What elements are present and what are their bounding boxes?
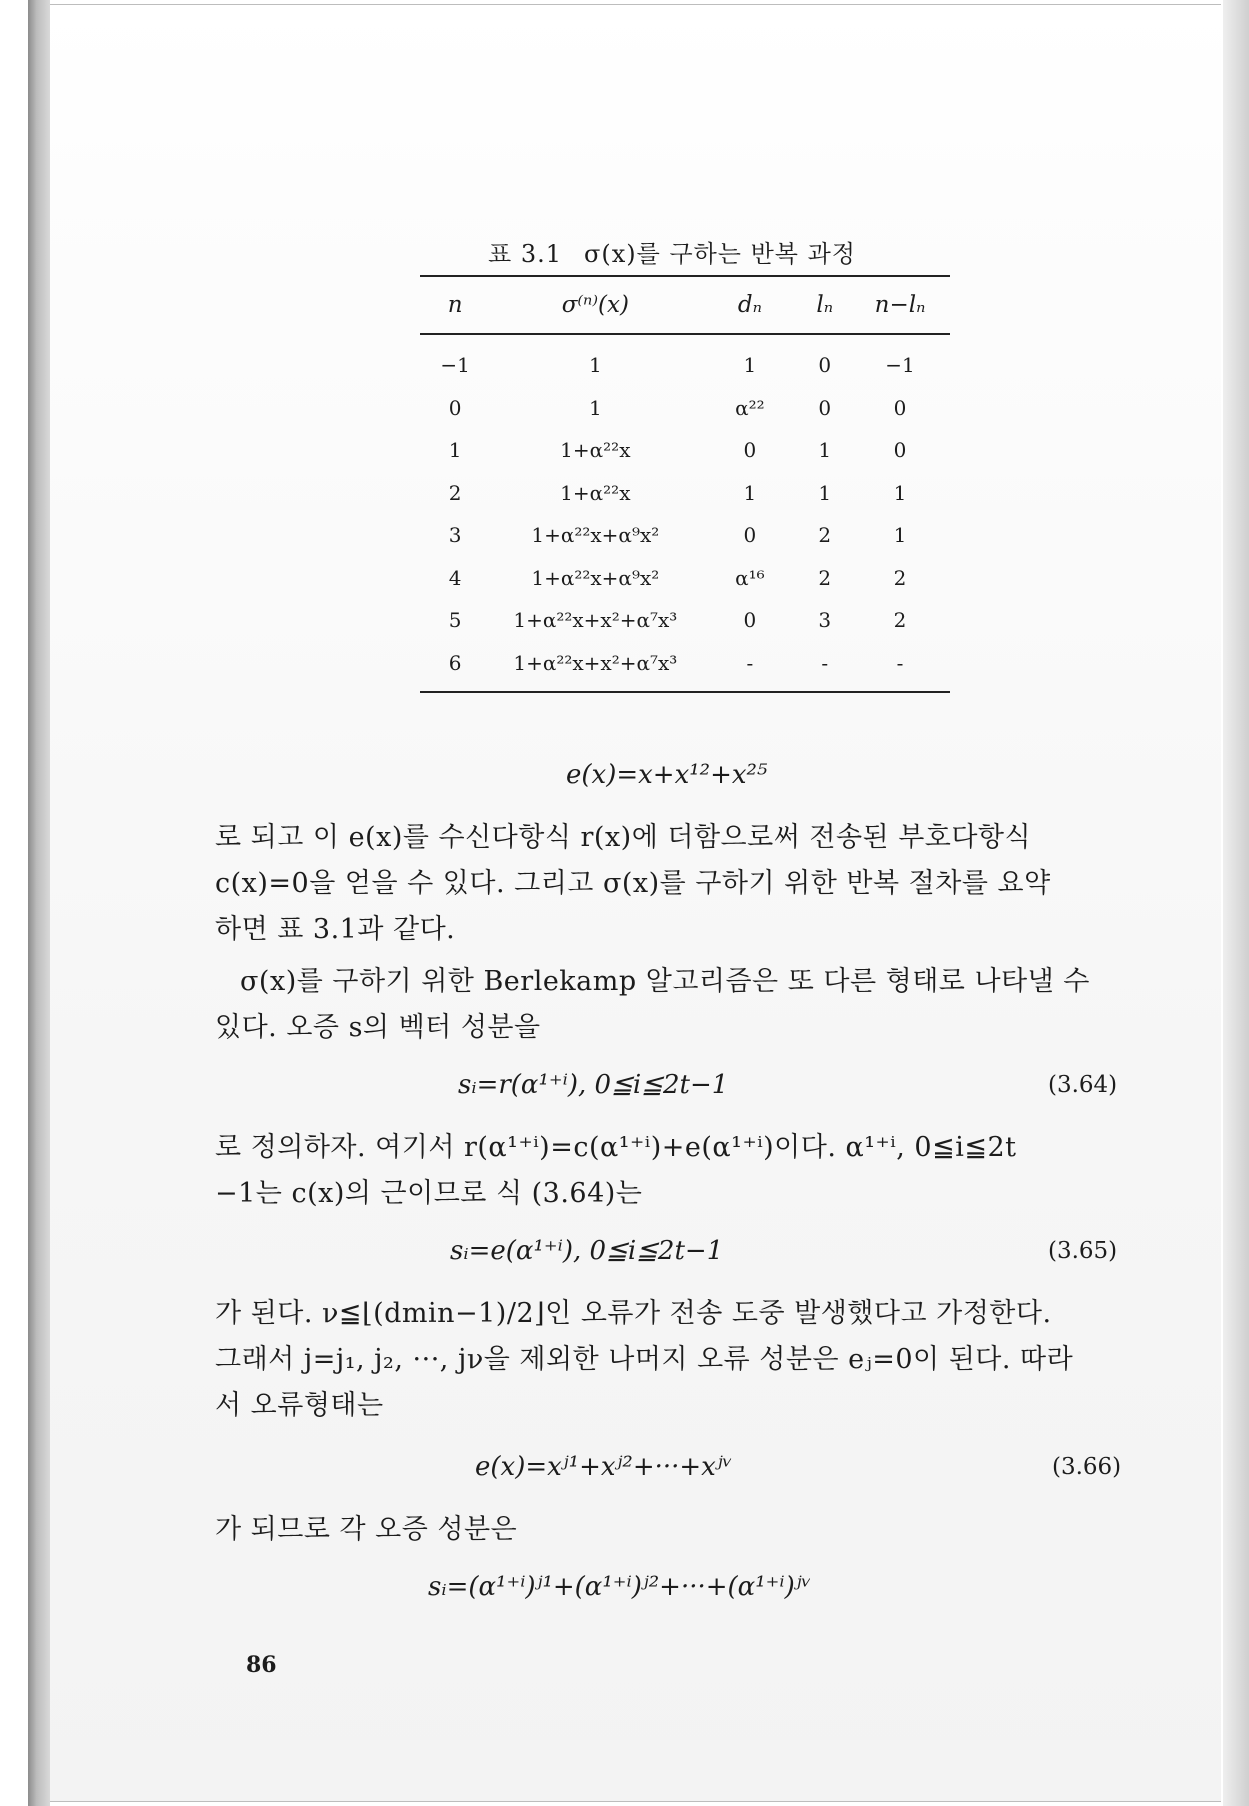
- cell-dn: α²²: [735, 395, 765, 420]
- cell-dn: 1: [743, 353, 757, 378]
- cell-dn: 0: [743, 523, 757, 548]
- cell-n-minus-ln: 0: [893, 395, 907, 420]
- cell-ln: 2: [818, 523, 832, 548]
- table-row: [420, 387, 950, 430]
- cell-n: 3: [448, 523, 462, 548]
- cell-dn: α¹⁶: [735, 565, 765, 590]
- paragraph-line: 로 정의하자. 여기서 r(α¹⁺ⁱ)=c(α¹⁺ⁱ)+e(α¹⁺ⁱ)이다. α¹⁺ⁱ, 0≦i≦2t: [215, 1132, 1017, 1163]
- equation-syndrome-components: sᵢ=(α¹⁺ⁱ)ʲ¹+(α¹⁺ⁱ)ʲ²+···+(α¹⁺ⁱ)ʲᵛ: [428, 1572, 812, 1602]
- equation-3-65: sᵢ=e(α¹⁺ⁱ), 0≦i≦2t−1: [450, 1236, 724, 1266]
- paragraph-line: −1는 c(x)의 근이므로 식 (3.64)는: [215, 1178, 643, 1209]
- cell-n: 6: [448, 650, 462, 675]
- equation-error-pattern: e(x)=x+x¹²+x²⁵: [566, 760, 768, 790]
- cell-dn: 1: [743, 480, 757, 505]
- table-row: [420, 429, 950, 472]
- cell-n: 1: [448, 438, 462, 463]
- equation-number: (3.64): [1048, 1072, 1118, 1098]
- page-number: 86: [246, 1652, 277, 1678]
- cell-sigma: 1+α²²x+α⁹x²: [531, 523, 660, 548]
- cell-sigma: 1: [588, 395, 602, 420]
- header-ln: lₙ: [816, 292, 834, 318]
- cell-dn: 0: [743, 608, 757, 633]
- cell-n-minus-ln: 1: [893, 523, 907, 548]
- cell-ln: 0: [818, 395, 832, 420]
- table-caption-number: 표 3.1: [488, 240, 562, 268]
- cell-n-minus-ln: −1: [885, 353, 915, 378]
- cell-n: 4: [448, 565, 462, 590]
- table-header-row: [420, 276, 950, 334]
- cell-dn: 0: [743, 438, 757, 463]
- header-dn: dₙ: [737, 292, 762, 318]
- equation-number: (3.65): [1048, 1238, 1118, 1264]
- cell-n-minus-ln: 1: [893, 480, 907, 505]
- cell-sigma: 1+α²²x+α⁹x²: [531, 565, 660, 590]
- table-row: [420, 472, 950, 515]
- cell-ln: 0: [818, 353, 832, 378]
- cell-n-minus-ln: 0: [893, 438, 907, 463]
- paragraph-line: 있다. 오증 s의 벡터 성분을: [215, 1012, 541, 1043]
- cell-ln: 2: [818, 565, 832, 590]
- cell-n-minus-ln: 2: [893, 565, 907, 590]
- cell-n: 0: [448, 395, 462, 420]
- cell-n: 5: [448, 608, 462, 633]
- paragraph-line: 하면 표 3.1과 같다.: [215, 914, 456, 945]
- cell-sigma: 1: [588, 353, 602, 378]
- table-row: [420, 557, 950, 600]
- cell-sigma: 1+α²²x+x²+α⁷x³: [513, 608, 678, 633]
- paragraph-line: 서 오류형태는: [215, 1390, 384, 1421]
- equation-3-66: e(x)=xʲ¹+xʲ²+···+xʲᵛ: [475, 1452, 733, 1482]
- cell-n: −1: [440, 353, 470, 378]
- cell-ln: 1: [818, 480, 832, 505]
- page-stack-edge: [1223, 0, 1249, 1806]
- paragraph-line: 로 되고 이 e(x)를 수신다항식 r(x)에 더함으로써 전송된 부호다항식: [215, 822, 1032, 853]
- cell-ln: 1: [818, 438, 832, 463]
- table-row: [420, 514, 950, 557]
- cell-sigma: 1+α²²x: [560, 438, 631, 463]
- paragraph-line: σ(x)를 구하기 위한 Berlekamp 알고리즘은 또 다른 형태로 나타낼 수: [240, 966, 1090, 997]
- cell-ln: 3: [818, 608, 832, 633]
- cell-ln: -: [821, 650, 829, 675]
- cell-dn: -: [746, 650, 754, 675]
- cell-sigma: 1+α²²x+x²+α⁷x³: [513, 650, 678, 675]
- paragraph-line: 가 되므로 각 오증 성분은: [215, 1514, 518, 1545]
- table-caption: [488, 234, 856, 269]
- iteration-table: [420, 275, 950, 693]
- book-spine-edge: [28, 0, 50, 1806]
- table-row: [420, 599, 950, 642]
- table-row: [420, 334, 950, 387]
- paragraph-line: c(x)=0을 얻을 수 있다. 그리고 σ(x)를 구하기 위한 반복 절차를 요약: [215, 868, 1051, 899]
- paragraph-line: 그래서 j=j₁, j₂, ···, jν을 제외한 나머지 오류 성분은 eⱼ=0이 된다. 따라: [215, 1344, 1074, 1375]
- cell-n: 2: [448, 480, 462, 505]
- header-n: n: [447, 292, 463, 318]
- cell-sigma: 1+α²²x: [560, 480, 631, 505]
- equation-number: (3.66): [1052, 1454, 1122, 1480]
- header-sigma: σ⁽ⁿ⁾(x): [561, 292, 629, 318]
- table-caption-text: σ(x)를 구하는 반복 과정: [583, 240, 856, 268]
- header-n-minus-ln: n−lₙ: [874, 292, 926, 318]
- equation-3-64: sᵢ=r(α¹⁺ⁱ), 0≦i≦2t−1: [458, 1070, 729, 1100]
- table-row: [420, 642, 950, 693]
- cell-n-minus-ln: 2: [893, 608, 907, 633]
- paragraph-line: 가 된다. ν≦⌊(dmin−1)/2⌋인 오류가 전송 도중 발생했다고 가정한다.: [215, 1298, 1052, 1329]
- cell-n-minus-ln: -: [896, 650, 904, 675]
